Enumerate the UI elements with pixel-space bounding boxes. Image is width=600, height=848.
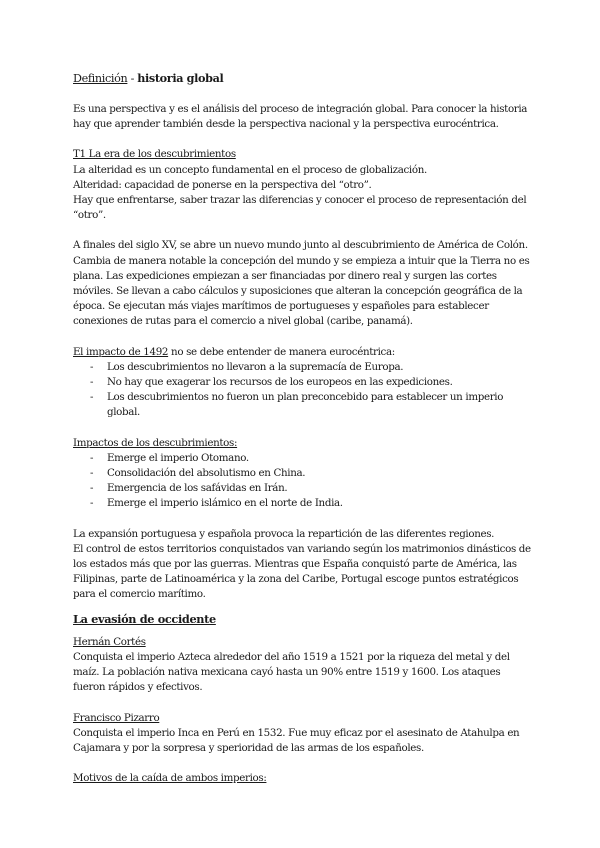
title-label: Definición [73, 72, 128, 85]
list-item: - Emergencia de los safávidas en Irán. [73, 481, 533, 496]
intro-paragraph: Es una perspectiva y es el análisis del proceso de integración global. Para conocer la historia hay que aprender también desde la perspectiva nacional y la perspectiva eurocéntrica. [73, 103, 528, 131]
motivos-heading: Motivos de la caída de ambos imperios: [73, 772, 267, 785]
impacto-list [73, 360, 533, 421]
list-item: - Emerge el imperio Otomano. [73, 451, 533, 466]
title-bold: historia global [137, 71, 224, 85]
title-separator: - [127, 72, 138, 85]
t1-heading: T1 La era de los descubrimientos [73, 148, 236, 161]
impactos-heading: Impactos de los descubrimientos: [73, 436, 238, 449]
cortes-paragraph: Conquista el imperio Azteca alrededor del año 1519 a 1521 por la riqueza del metal y del maíz. La población nativa mexicana cayó hasta un 90% entre 1519 y 1600. Los ataques fueron rápidos y efectivos. [73, 650, 510, 694]
impactos-list [73, 451, 533, 512]
cortes-heading: Hernán Cortés [73, 635, 146, 648]
impacto-heading-rest: no se debe entender de manera eurocéntrica: [168, 345, 395, 358]
t1-line-alteridad: La alteridad es un concepto fundamental en el proceso de globalización. [73, 163, 427, 176]
impacto-heading-underlined: El impacto de 1492 [73, 345, 169, 358]
pizarro-paragraph: Conquista el imperio Inca en Perú en 1532. Fue muy eficaz por el asesinato de Atahulpa en Cajamara y por la sorpresa y sperioridad de las armas de los españoles. [73, 726, 520, 754]
list-item: - Emerge el imperio islámico en el norte de India. [73, 496, 533, 511]
list-item: - Los descubrimientos no fueron un plan preconcebido para establecer un imperio global. [73, 390, 533, 420]
siglo-xv-paragraph: A finales del siglo XV, se abre un nuevo mundo junto al descubrimiento de América de Colón. Cambia de manera notable la concepción del mundo y se empieza a intuir que la Tierra no es plana. Las expediciones empiezan a ser financiadas por dinero real y surgen las cortes móviles. Se llevan a cabo cálculos y suposiciones que alteran la concepción geográfica de la época. Se ejecutan más viajes marítimos de portugueses y españoles para establecer conexiones de rutas para el comercio a nivel global (caribe, panamá). [73, 239, 530, 328]
t1-line-definicion: Alteridad: capacidad de ponerse en la perspectiva del “otro”. [73, 178, 372, 191]
expansion-paragraph: El control de estos territorios conquistados van variando según los matrimonios dinásticos de los estados más que por las guerras. Mientras que España conquistó parte de América, las Filipinas, parte de Latinoamérica y la zona del Caribe, Portugal escoge puntos estratégicos para el comercio marítimo. [73, 542, 531, 601]
t1-line-enfrentarse: Hay que enfrentarse, saber trazar las diferencias y conocer el proceso de representación del “otro”. [73, 194, 527, 222]
list-item: - Consolidación del absolutismo en China. [73, 466, 533, 481]
document-title [73, 70, 533, 87]
section-title-evasion: La evasión de occidente [73, 611, 216, 626]
list-item: - No hay que exagerar los recursos de los europeos en las expediciones. [73, 375, 533, 390]
list-item: - Los descubrimientos no llevaron a la supremacía de Europa. [73, 360, 533, 375]
expansion-line: La expansión portuguesa y española provoca la repartición de las diferentes regiones. [73, 527, 495, 540]
impacto-heading [73, 345, 533, 360]
document-body [73, 70, 533, 786]
pizarro-heading: Francisco Pizarro [73, 711, 160, 724]
